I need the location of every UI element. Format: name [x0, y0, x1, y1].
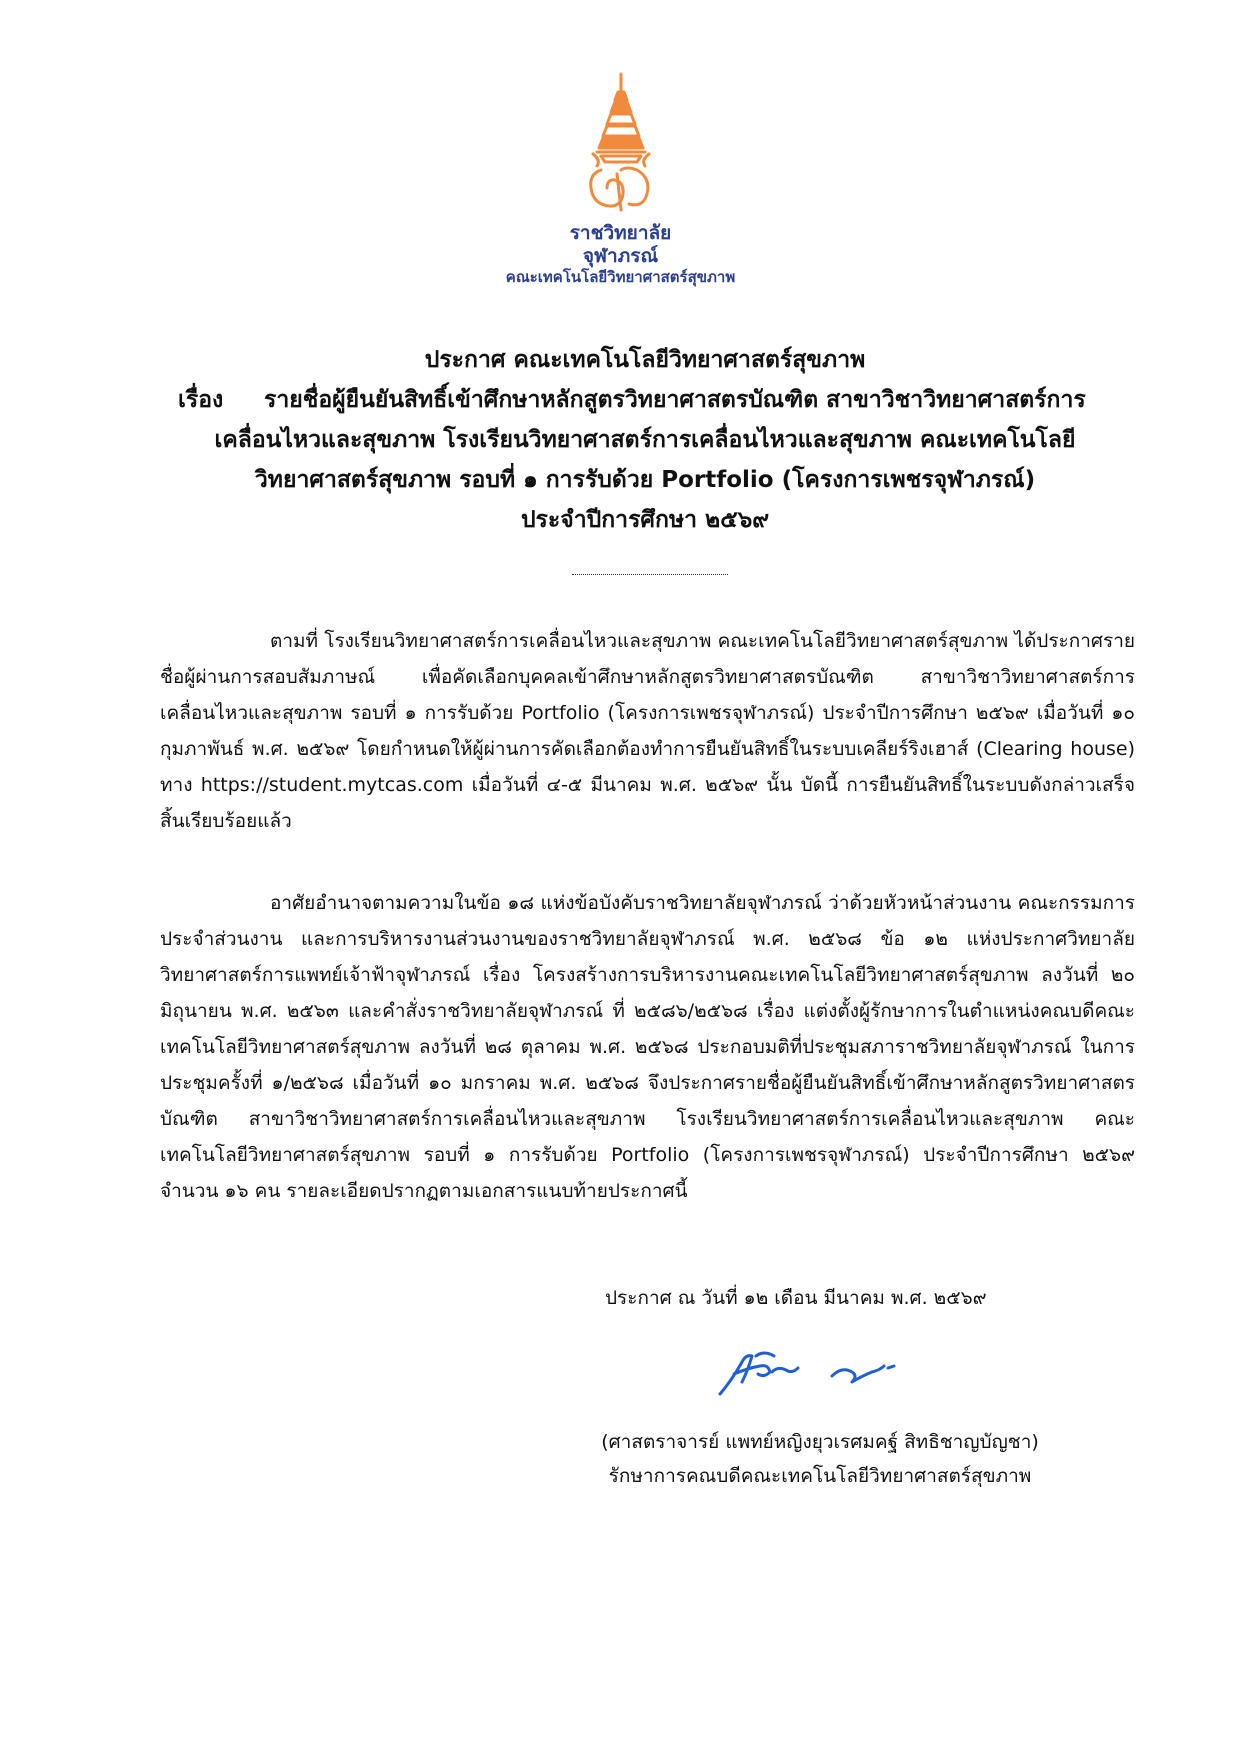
signatory-name: (ศาสตราจารย์ แพทย์หญิงยุวเรศมคฐ์ สิทธิชาญบัญชา) — [601, 1431, 1039, 1453]
subject-line3: วิทยาศาสตร์สุขภาพ รอบที่ ๑ การรับด้วย Portfolio (โครงการเพชรจุฬาภรณ์) — [254, 467, 1036, 493]
subject-line2: เคลื่อนไหวและสุขภาพ โรงเรียนวิทยาศาสตร์การเคลื่อนไหวและสุขภาพ คณะเทคโนโลยี — [214, 427, 1076, 453]
subject-row — [150, 380, 1140, 420]
announcement-date: ประกาศ ณ วันที่ ๑๒ เดือน มีนาคม พ.ศ. ๒๕๖๙ — [605, 1287, 987, 1309]
subject-line1: รายชื่อผู้ยืนยันสิทธิ์เข้าศึกษาหลักสูตรวิทยาศาสตรบัณฑิต สาขาวิชาวิทยาศาสตร์การ — [264, 387, 1086, 413]
royal-crown-emblem-icon — [571, 70, 671, 220]
faculty-name: คณะเทคโนโลยีวิทยาศาสตร์สุขภาพ — [505, 267, 736, 286]
body-paragraph-1: ตามที่ โรงเรียนวิทยาศาสตร์การเคลื่อนไหวและสุขภาพ คณะเทคโนโลยีวิทยาศาสตร์สุขภาพ ได้ประกาศรายชื่อผู้ผ่านการสอบสัมภาษณ์ เพื่อคัดเลือกบุคคลเข้าศึกษาหลักสูตรวิทยาศาสตรบัณฑิต สาขาวิชาวิทยาศาสตร์การเคลื่อนไหวและสุขภาพ รอบที่ ๑ การรับด้วย Portfolio (โครงการเพชรจุฬาภรณ์) ประจำปีการศึกษา ๒๕๖๙ เมื่อวันที่ ๑๐ กุมภาพันธ์ พ.ศ. ๒๕๖๙ โดยกำหนดให้ผู้ผ่านการคัดเลือกต้องทำการยืนยันสิทธิ์ในระบบเคลียร์ริงเฮาส์ (Clearing house) ทาง https://student.mytcas.com เมื่อวันที่ ๔-๕ มีนาคม พ.ศ. ๒๕๖๙ นั้น บัดนี้ การยืนยันสิทธิ์ในระบบดังกล่าวเสร็จสิ้นเรียบร้อยแล้ว — [160, 630, 1135, 832]
announcement-heading — [150, 340, 1140, 540]
body-paragraph-2: อาศัยอำนาจตามความในข้อ ๑๘ แห่งข้อบังคับราชวิทยาลัยจุฬาภรณ์ ว่าด้วยหัวหน้าส่วนงาน คณะกรรมการประจำส่วนงาน และการบริหารงานส่วนงานของราชวิทยาลัยจุฬาภรณ์ พ.ศ. ๒๕๖๘ ข้อ ๑๒ แห่งประกาศวิทยาลัยวิทยาศาสตร์การแพทย์เจ้าฟ้าจุฬาภรณ์ เรื่อง โครงสร้างการบริหารงานคณะเทคโนโลยีวิทยาศาสตร์สุขภาพ ลงวันที่ ๒๐ มิถุนายน พ.ศ. ๒๕๖๓ และคำสั่งราชวิทยาลัยจุฬาภรณ์ ที่ ๒๕๘๖/๒๕๖๘ เรื่อง แต่งตั้งผู้รักษาการในตำแหน่งคณบดีคณะเทคโนโลยีวิทยาศาสตร์สุขภาพ ลงวันที่ ๒๘ ตุลาคม พ.ศ. ๒๕๖๘ ประกอบมติที่ประชุมสภาราชวิทยาลัยจุฬาภรณ์ ในการประชุมครั้งที่ ๑/๒๕๖๘ เมื่อวันที่ ๑๐ มกราคม พ.ศ. ๒๕๖๘ จึงประกาศรายชื่อผู้ยืนยันสิทธิ์เข้าศึกษาหลักสูตรวิทยาศาสตรบัณฑิต สาขาวิชาวิทยาศาสตร์การเคลื่อนไหวและสุขภาพ โรงเรียนวิทยาศาสตร์การเคลื่อนไหวและสุขภาพ คณะเทคโนโลยีวิทยาศาสตร์สุขภาพ รอบที่ ๑ การรับด้วย Portfolio (โครงการเพชรจุฬาภรณ์) ประจำปีการศึกษา ๒๕๖๙ จำนวน ๑๖ คน รายละเอียดปรากฏตามเอกสารแนบท้ายประกาศนี้ — [160, 892, 1135, 1202]
institution-name-line1: ราชวิทยาลัย — [569, 222, 672, 244]
announcement-title: ประกาศ คณะเทคโนโลยีวิทยาศาสตร์สุขภาพ — [424, 347, 866, 373]
institution-logo — [0, 70, 1241, 286]
subject-line4: ประจำปีการศึกษา ๒๕๖๙ — [520, 507, 770, 533]
signatory-title: รักษาการคณบดีคณะเทคโนโลยีวิทยาศาสตร์สุขภาพ — [608, 1465, 1032, 1487]
subject-label: เรื่อง — [178, 387, 224, 413]
handwritten-signature-icon — [712, 1342, 912, 1402]
institution-name-line2: จุฬาภรณ์ — [582, 244, 659, 267]
dotted-divider — [572, 574, 728, 575]
